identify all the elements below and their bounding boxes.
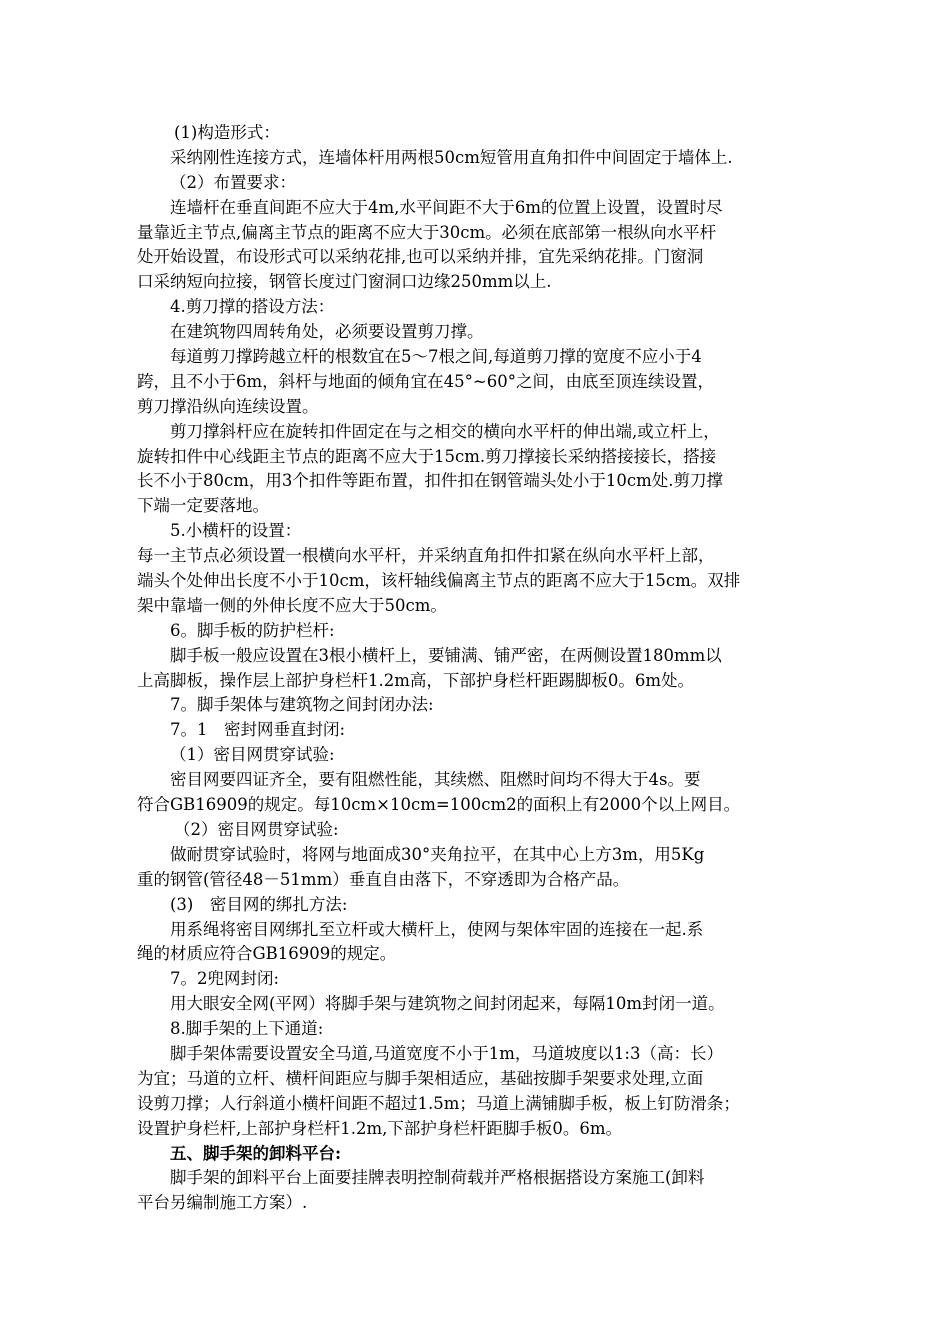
text-line: 剪刀撑斜杆应在旋转扣件固定在与之相交的横向水平杆的伸出端,或立杆上， (170, 421, 720, 441)
text-line: 采纳刚性连接方式，连墙体杆用两根50cm短管用直角扣件中间固定于墙体上. (170, 147, 733, 167)
text-line: 端头个处伸出长度不小于10cm，该杆轴线偏离主节点的距离不应大于15cm。双排 (137, 571, 741, 591)
text-line: (1)构造形式： (174, 123, 280, 142)
text-line: 每道剪刀撑跨越立杆的根数宜在5～7根之间,每道剪刀撑的宽度不应小于4 (170, 347, 702, 367)
text-line: 用大眼安全网(平网）将脚手架与建筑物之间封闭起来，每隔10m封闭一道。 (170, 994, 725, 1014)
text-line: 符合GB16909的规定。每10cm×10cm=100cm2的面积上有2000个以上网目。 (137, 795, 741, 815)
text-line: 设置护身栏杆,上部护身栏杆1.2m,下部护身栏杆距脚手板0。6m。 (137, 1118, 623, 1138)
text-line: 设剪刀撑；人行斜道小横杆间距不超过1.5m；马道上满铺脚手板，板上钉防滑条； (137, 1093, 740, 1113)
text-line: （2）密目网贯穿试验: (174, 819, 339, 839)
text-line: 平台另编制施工方案）. (137, 1193, 308, 1213)
text-line: 用系绳将密目网绑扎至立杆或大横杆上，使网与架体牢固的连接在一起.系 (170, 919, 704, 939)
text-line: （2）布置要求： (170, 172, 296, 192)
document-page (137, 121, 827, 1216)
text-line: 5.小横杆的设置： (170, 521, 302, 541)
text-line: 上高脚板，操作层上部护身栏杆1.2m高，下部护身栏杆距踢脚板0。6m处。 (137, 670, 695, 690)
text-line: 架中靠墙一侧的外伸长度不应大于50cm。 (137, 595, 447, 615)
text-line: 为宜；马道的立杆、横杆间距应与脚手架相适应，基础按脚手架要求处理,立面 (137, 1068, 704, 1088)
text-line: 8.脚手架的上下通道: (170, 1019, 324, 1039)
text-line: 密目网要四证齐全，要有阻燃性能，其续燃、阻燃时间均不得大于4s。要 (170, 770, 701, 790)
text-line: 脚手板一般应设置在3根小横杆上，要铺满、铺严密，在两侧设置180mm以 (170, 645, 722, 665)
text-line: 长不小于80cm，用3个扣件等距布置，扣件扣在钢管端头处小于10cm处.剪刀撑 (137, 471, 724, 491)
text-line: 脚手架体需要设置安全马道,马道宽度不小于1m，马道坡度以1:3（高：长） (170, 1043, 723, 1063)
text-line: 重的钢管(管径48－51mm）垂直自由落下，不穿透即为合格产品。 (137, 869, 630, 889)
text-line: 7。2兜网封闭: (170, 969, 280, 989)
text-line: 下端一定要落地。 (137, 496, 269, 516)
section-heading: 五、脚手架的卸料平台: (170, 1143, 342, 1163)
text-line: 绳的材质应符合GB16909的规定。 (137, 944, 397, 964)
text-line: 7。脚手架体与建筑物之间封闭办法: (170, 695, 434, 715)
text-line: 跨，且不小于6m，斜杆与地面的倾角宜在45°~60°之间，由底至顶连续设置， (137, 371, 714, 391)
text-line: 脚手架的卸料平台上面要挂牌表明控制荷载并严格根据搭设方案施工(卸料 (170, 1168, 705, 1188)
text-line: 做耐贯穿试验时，将网与地面成30°夹角拉平，在其中心上方3m，用5Kg (170, 844, 705, 864)
text-line: 剪刀撑沿纵向连续设置。 (137, 396, 319, 416)
text-line: 旋转扣件中心线距主节点的距离不应大于15cm.剪刀撑接长采纳搭接接长，搭接 (137, 446, 717, 466)
text-line: 口采纳短向拉接，钢管长度过门窗洞口边缘250mm以上. (137, 272, 552, 292)
text-line: (3) 密目网的绑扎方法: (170, 894, 348, 914)
text-line: 连墙杆在垂直间距不应大于4m,水平间距不大于6m的位置上设置，设置时尽 (170, 197, 723, 217)
text-line: 处开始设置，布设形式可以采纳花排,也可以采纳并排，宜先采纳花排。门窗洞 (137, 247, 704, 267)
text-line: （1）密目网贯穿试验: (170, 745, 335, 765)
text-line: 4.剪刀撑的搭设方法： (170, 297, 335, 317)
text-line: 在建筑物四周转角处，必须要设置剪刀撑。 (170, 322, 484, 342)
text-line: 6。脚手板的防护栏杆: (170, 620, 335, 640)
text-line: 7。1 密封网垂直封闭: (170, 720, 346, 740)
text-line: 量靠近主节点,偏离主节点的距离不应大于30cm。必须在底部第一根纵向水平杆 (137, 222, 717, 242)
text-line: 每一主节点必须设置一根横向水平杆，并采纳直角扣件扣紧在纵向水平杆上部， (137, 546, 715, 566)
